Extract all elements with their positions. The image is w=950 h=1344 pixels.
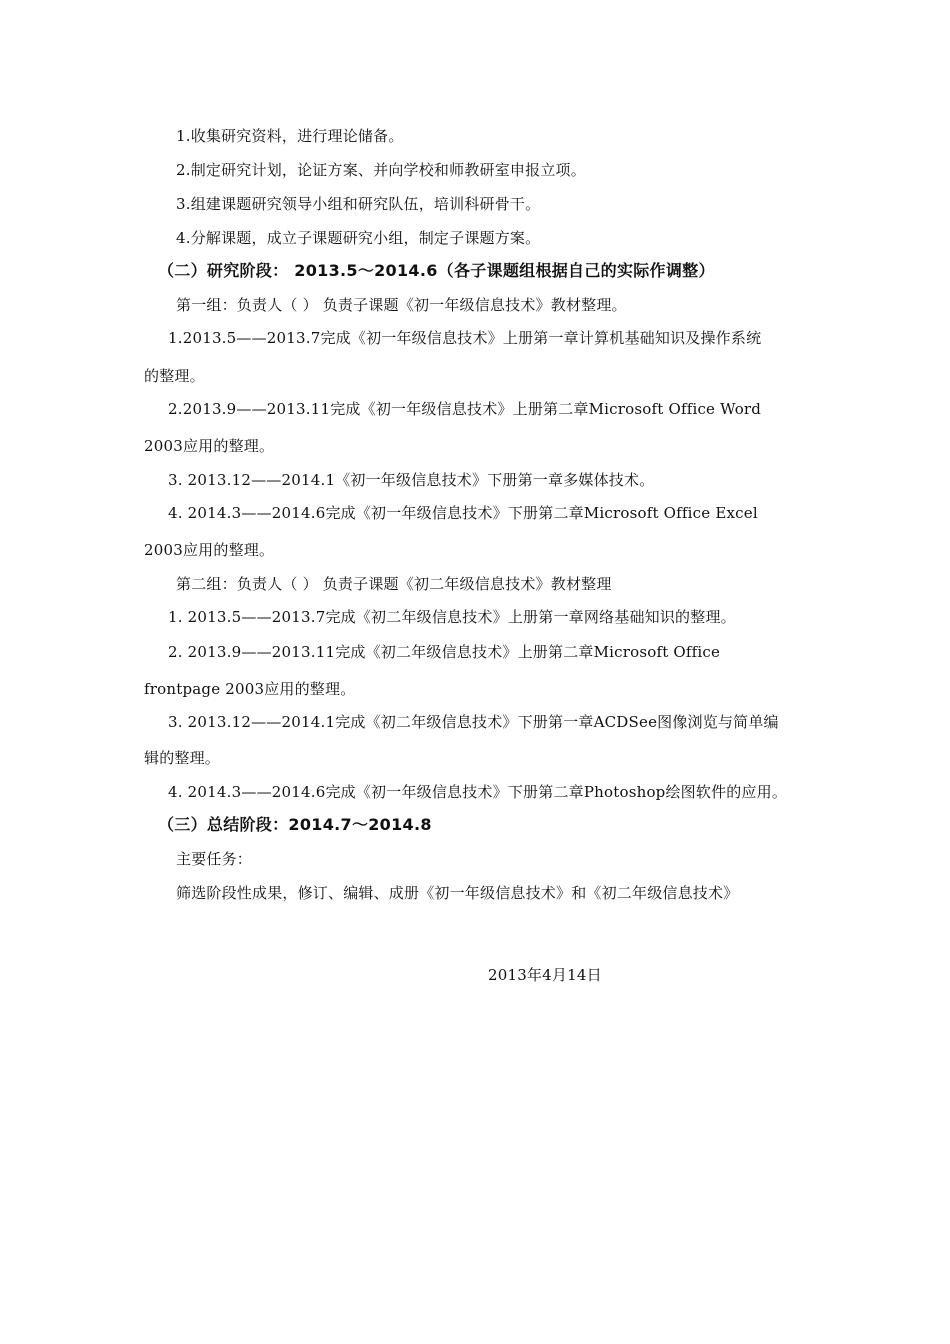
stage3-task-text: 筛选阶段性成果，修订、编辑、成册《初一年级信息技术》和《初二年级信息技术》 — [176, 884, 739, 902]
group1-title: 第一组：负责人（ ） 负责子课题《初一年级信息技术》教材整理。 — [176, 296, 627, 314]
group2-item-2-line-1: 2. 2013.9——2013.11完成《初二年级信息技术》上册第二章Microsoft Office — [168, 643, 721, 661]
stage1-item-1: 1.收集研究资料，进行理论储备。 — [176, 127, 404, 145]
group2-item-1: 1. 2013.5——2013.7完成《初二年级信息技术》上册第一章网络基础知识的整理。 — [168, 608, 736, 626]
group2-item-3-line-1: 3. 2013.12——2014.1完成《初二年级信息技术》下册第一章ACDSee图像浏览与简单编 — [168, 713, 779, 731]
stage1-item-3: 3.组建课题研究领导小组和研究队伍，培训科研骨干。 — [176, 195, 541, 213]
group1-item-1-line-2: 的整理。 — [144, 367, 205, 385]
stage2-heading: （二）研究阶段： 2013.5～2014.6（各子课题组根据自己的实际作调整） — [158, 261, 715, 280]
group2-title: 第二组：负责人（ ） 负责子课题《初二年级信息技术》教材整理 — [176, 575, 612, 593]
stage1-item-2: 2.制定研究计划，论证方案、并向学校和师教研室申报立项。 — [176, 161, 586, 179]
group1-item-1-line-1: 1.2013.5——2013.7完成《初一年级信息技术》上册第一章计算机基础知识及操作系统 — [168, 329, 762, 347]
stage3-task-label: 主要任务： — [176, 850, 253, 868]
stage3-heading: （三）总结阶段：2014.7～2014.8 — [158, 815, 432, 834]
stage1-item-4: 4.分解课题，成立子课题研究小组，制定子课题方案。 — [176, 229, 541, 247]
group2-item-2-line-2: frontpage 2003应用的整理。 — [144, 680, 356, 698]
group2-item-4: 4. 2014.3——2014.6完成《初一年级信息技术》下册第二章Photoshop绘图软件的应用。 — [168, 783, 788, 801]
group1-item-2-line-1: 2.2013.9——2013.11完成《初一年级信息技术》上册第二章Microsoft Office Word — [168, 400, 762, 418]
group2-item-3-line-2: 辑的整理。 — [144, 749, 221, 767]
document-date: 2013年4月14日 — [488, 966, 602, 984]
group1-item-4-line-2: 2003应用的整理。 — [144, 541, 275, 559]
group1-item-3: 3. 2013.12——2014.1《初一年级信息技术》下册第一章多媒体技术。 — [168, 471, 655, 489]
group1-item-2-line-2: 2003应用的整理。 — [144, 437, 275, 455]
group1-item-4-line-1: 4. 2014.3——2014.6完成《初一年级信息技术》下册第二章Microsoft Office Excel — [168, 504, 758, 522]
